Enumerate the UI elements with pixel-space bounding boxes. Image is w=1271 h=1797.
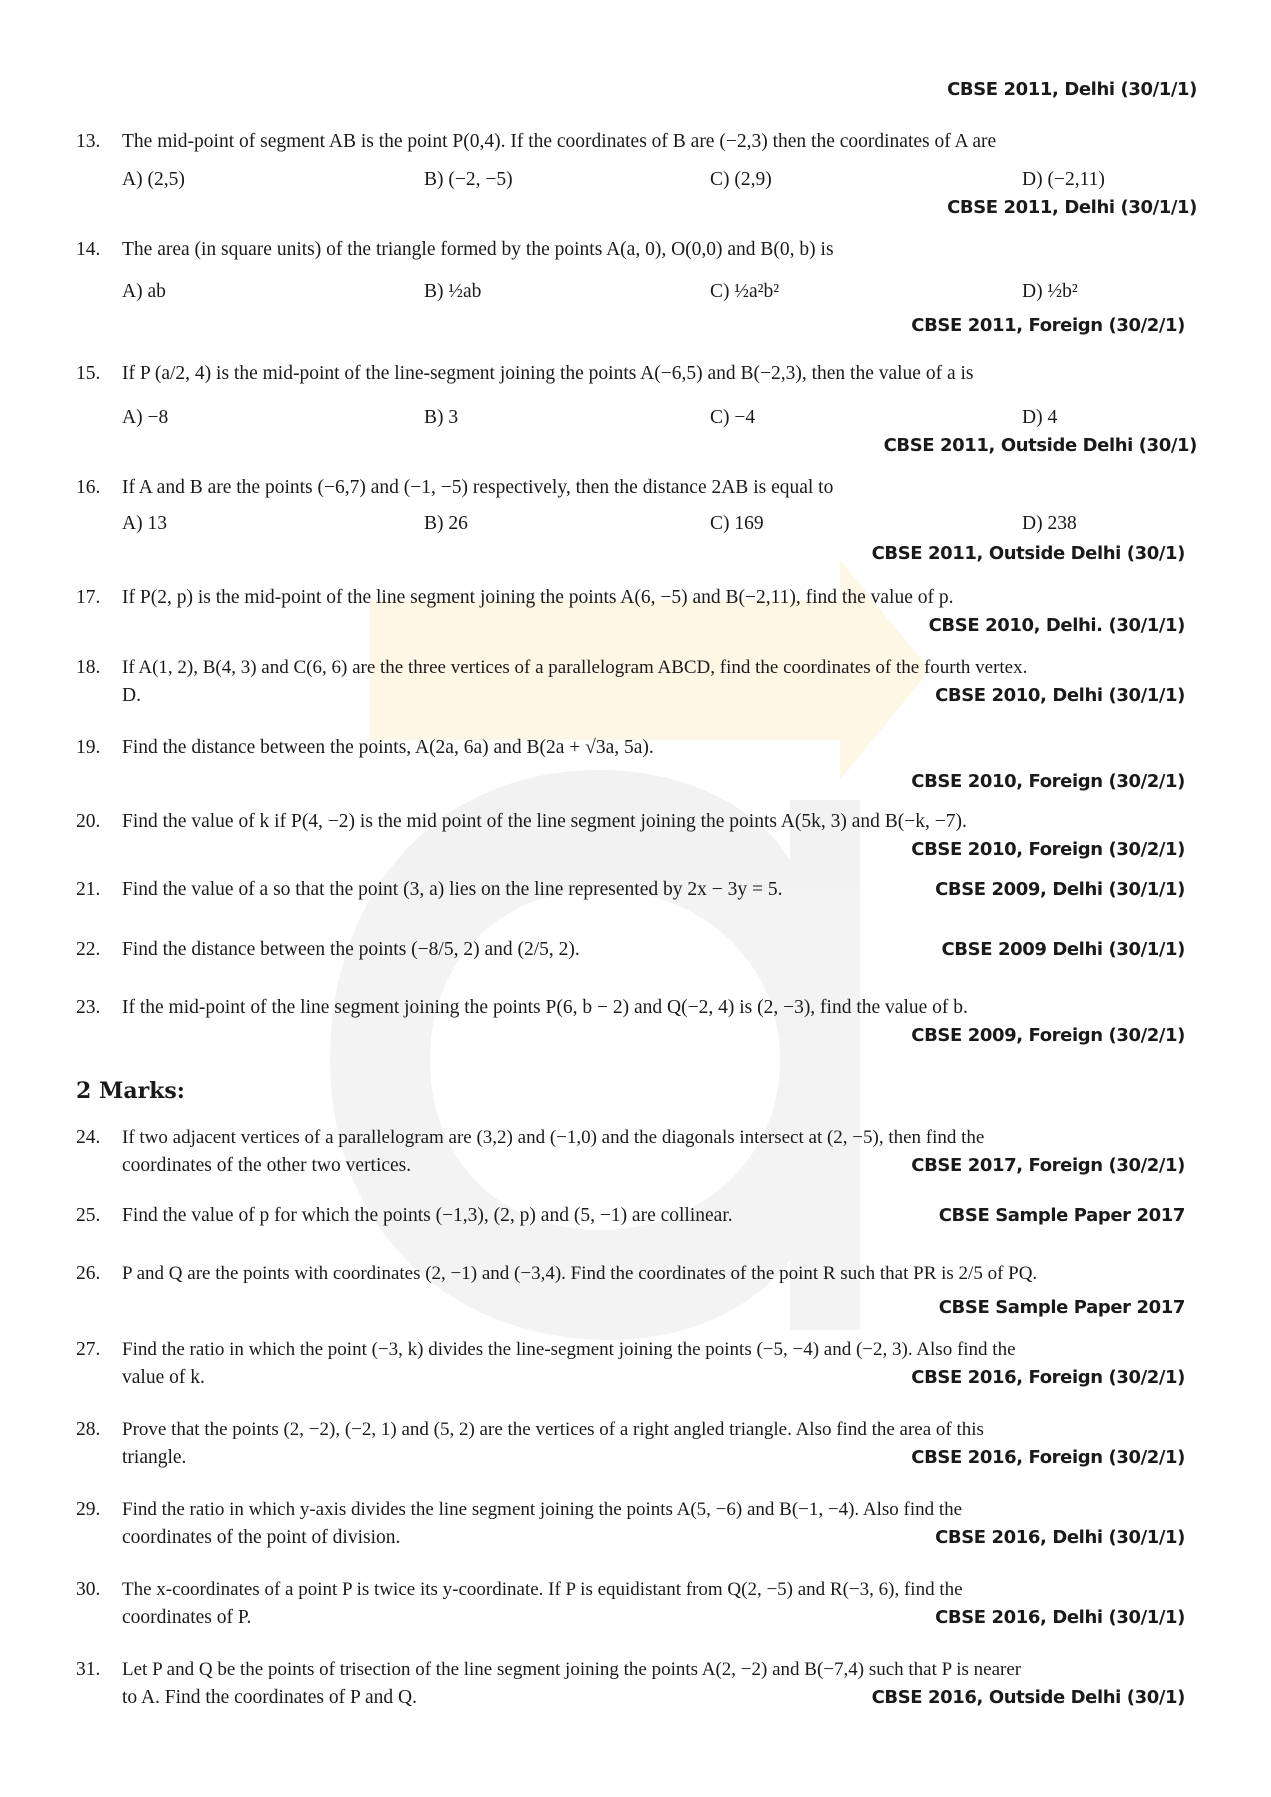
question-number: 24.	[76, 1127, 101, 1148]
options-14	[0, 280, 1271, 306]
question-number: 30.	[76, 1579, 101, 1600]
option-d: D) 238	[1022, 513, 1077, 534]
question-26	[0, 1262, 1271, 1288]
option-d: D) (−2,11)	[1022, 169, 1105, 190]
option-a: A) −8	[122, 407, 169, 428]
question-text: Find the ratio in which y-axis divides the line segment joining the points A(5, −6) and B(−1, −4). Also find the	[122, 1499, 963, 1520]
question-text: P and Q are the points with coordinates (2, −1) and (−3,4). Find the coordinates of the point R such that PR is 2/5 of PQ.	[122, 1263, 1038, 1284]
question-source: CBSE 2011, Foreign (30/2/1)	[911, 315, 1185, 336]
question-14	[0, 238, 1271, 264]
question-31	[0, 1658, 1271, 1684]
question-text: Find the ratio in which the point (−3, k) divides the line-segment joining the points (−5, −4) and (−2, 3). Also find the	[122, 1339, 1016, 1360]
option-c: C) ½a²b²	[710, 281, 780, 302]
option-c: C) −4	[710, 407, 756, 428]
option-a: A) (2,5)	[122, 169, 185, 190]
question-source: CBSE 2017, Foreign (30/2/1)	[911, 1155, 1185, 1176]
question-source: CBSE 2016, Delhi (30/1/1)	[935, 1607, 1185, 1628]
question-text: The x-coordinates of a point P is twice its y-coordinate. If P is equidistant from Q(2, −5) and R(−3, 6), find the	[122, 1579, 963, 1600]
question-number: 19.	[76, 737, 101, 758]
question-30	[0, 1578, 1271, 1604]
question-source: CBSE 2010, Delhi. (30/1/1)	[928, 615, 1185, 636]
question-text: Find the distance between the points (−8/5, 2) and (2/5, 2).	[122, 939, 580, 960]
option-c: C) 169	[710, 513, 764, 534]
question-15	[0, 362, 1271, 388]
question-23	[0, 996, 1271, 1022]
question-text-cont: coordinates of the other two vertices.	[122, 1155, 412, 1176]
question-text: Find the value of k if P(4, −2) is the mid point of the line segment joining the points A(5k, 3) and B(−k, −7).	[122, 811, 967, 832]
option-d: D) 4	[1022, 407, 1058, 428]
question-number: 17.	[76, 587, 101, 608]
question-number: 28.	[76, 1419, 101, 1440]
question-text-cont: coordinates of the point of division.	[122, 1527, 401, 1548]
options-16	[0, 512, 1271, 538]
question-source: CBSE Sample Paper 2017	[938, 1297, 1185, 1318]
question-text: The area (in square units) of the triangle formed by the points A(a, 0), O(0,0) and B(0, b) is	[122, 239, 834, 260]
options-13	[0, 168, 1271, 194]
question-number: 18.	[76, 657, 101, 678]
question-text-cont: D.	[122, 685, 141, 706]
question-number: 22.	[76, 939, 101, 960]
question-number: 20.	[76, 811, 101, 832]
question-number: 13.	[76, 131, 101, 152]
question-number: 29.	[76, 1499, 101, 1520]
question-source: CBSE 2016, Foreign (30/2/1)	[911, 1367, 1185, 1388]
question-text: Find the distance between the points, A(2a, 6a) and B(2a + √3a, 5a).	[122, 737, 654, 758]
question-source: CBSE 2010, Foreign (30/2/1)	[911, 771, 1185, 792]
option-c: C) (2,9)	[710, 169, 772, 190]
question-source: CBSE 2011, Outside Delhi (30/1)	[871, 543, 1185, 564]
question-text: If A(1, 2), B(4, 3) and C(6, 6) are the three vertices of a parallelogram ABCD, find the coordinates of the fourth vertex.	[122, 657, 1028, 678]
question-number: 26.	[76, 1263, 101, 1284]
question-number: 21.	[76, 879, 101, 900]
question-source: CBSE 2016, Delhi (30/1/1)	[935, 1527, 1185, 1548]
question-text: If two adjacent vertices of a parallelogram are (3,2) and (−1,0) and the diagonals intersect at (2, −5), then find the	[122, 1127, 985, 1148]
option-b: B) 26	[424, 513, 468, 534]
question-number: 15.	[76, 363, 101, 384]
question-text: If A and B are the points (−6,7) and (−1, −5) respectively, then the distance 2AB is equal to	[122, 477, 834, 498]
question-source: CBSE 2009, Delhi (30/1/1)	[935, 879, 1185, 900]
option-b: B) ½ab	[424, 281, 482, 302]
question-number: 27.	[76, 1339, 101, 1360]
question-16	[0, 476, 1271, 502]
option-d: D) ½b²	[1022, 281, 1078, 302]
question-24	[0, 1126, 1271, 1152]
question-text: Find the value of a so that the point (3, a) lies on the line represented by 2x − 3y = 5.	[122, 879, 783, 900]
question-text-cont: to A. Find the coordinates of P and Q.	[122, 1687, 417, 1708]
question-18	[0, 656, 1271, 682]
options-15	[0, 406, 1271, 432]
question-source: CBSE 2011, Delhi (30/1/1)	[947, 197, 1197, 218]
question-source: CBSE 2010, Foreign (30/2/1)	[911, 839, 1185, 860]
question-source: CBSE 2009, Foreign (30/2/1)	[911, 1025, 1185, 1046]
question-number: 23.	[76, 997, 101, 1018]
question-text: Find the value of p for which the points (−1,3), (2, p) and (5, −1) are collinear.	[122, 1205, 733, 1226]
question-29	[0, 1498, 1271, 1524]
section-title: 2 Marks:	[76, 1078, 185, 1104]
question-source: CBSE Sample Paper 2017	[938, 1205, 1185, 1226]
question-27	[0, 1338, 1271, 1364]
question-number: 25.	[76, 1205, 101, 1226]
question-text: If P (a/2, 4) is the mid-point of the line-segment joining the points A(−6,5) and B(−2,3), then the value of a is	[122, 363, 974, 384]
question-17	[0, 586, 1271, 612]
question-source: CBSE 2010, Delhi (30/1/1)	[935, 685, 1185, 706]
option-b: B) 3	[424, 407, 459, 428]
question-number: 31.	[76, 1659, 101, 1680]
question-text-cont: value of k.	[122, 1367, 205, 1388]
question-20	[0, 810, 1271, 836]
option-b: B) (−2, −5)	[424, 169, 513, 190]
header-source: CBSE 2011, Delhi (30/1/1)	[947, 79, 1197, 100]
question-text: The mid-point of segment AB is the point P(0,4). If the coordinates of B are (−2,3) then the coordinates of A are	[122, 131, 997, 152]
question-13	[0, 130, 1271, 156]
question-source: CBSE 2009 Delhi (30/1/1)	[941, 939, 1185, 960]
question-source: CBSE 2016, Outside Delhi (30/1)	[871, 1687, 1185, 1708]
question-number: 14.	[76, 239, 101, 260]
question-text: If the mid-point of the line segment joining the points P(6, b − 2) and Q(−2, 4) is (2, −3), find the value of b.	[122, 997, 968, 1018]
question-text: Prove that the points (2, −2), (−2, 1) and (5, 2) are the vertices of a right angled triangle. Also find the area of this	[122, 1419, 984, 1440]
option-a: A) ab	[122, 281, 166, 302]
option-a: A) 13	[122, 513, 167, 534]
question-28	[0, 1418, 1271, 1444]
question-19	[0, 736, 1271, 762]
question-text: If P(2, p) is the mid-point of the line segment joining the points A(6, −5) and B(−2,11), find the value of p.	[122, 587, 954, 608]
question-text-cont: triangle.	[122, 1447, 187, 1468]
question-number: 16.	[76, 477, 101, 498]
question-text: Let P and Q be the points of trisection of the line segment joining the points A(2, −2) and B(−7,4) such that P is nearer	[122, 1659, 1022, 1680]
question-source: CBSE 2016, Foreign (30/2/1)	[911, 1447, 1185, 1468]
question-source: CBSE 2011, Outside Delhi (30/1)	[883, 435, 1197, 456]
question-text-cont: coordinates of P.	[122, 1607, 252, 1628]
